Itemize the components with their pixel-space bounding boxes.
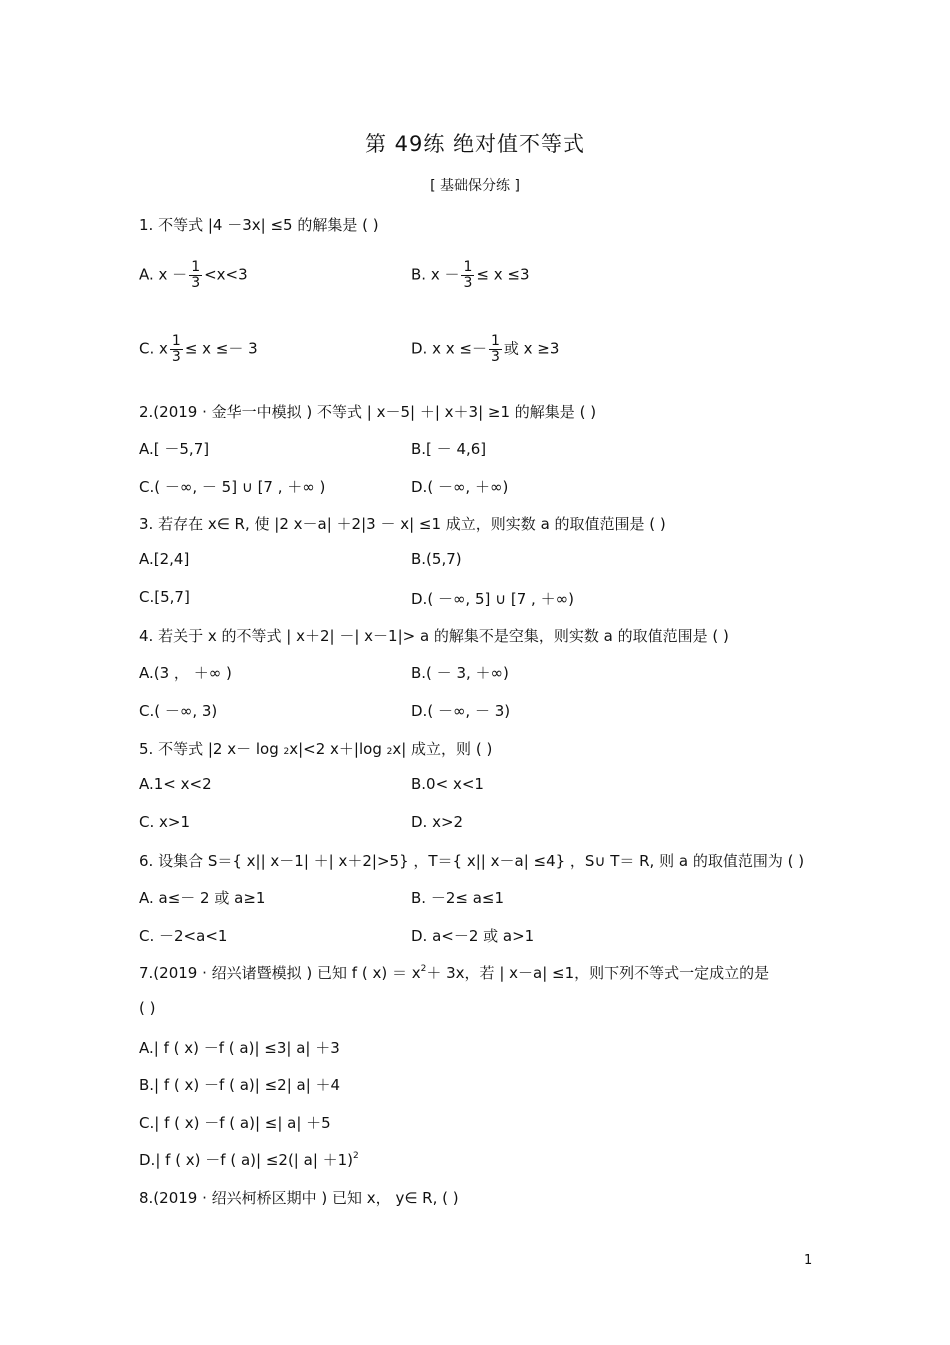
page-number: 1 — [804, 1253, 813, 1268]
question-3-option-d: D.( －∞, 5] ∪ [7 , ＋∞) — [411, 590, 574, 608]
question-3-stem: 3. 若存在 x∈ R, 使 |2 x－a| ＋2|3 － x| ≤1 成立，则实数 a 的取值范围是 ( ) — [139, 515, 666, 533]
question-7-option-a: A.| f ( x) －f ( a)| ≤3| a| ＋3 — [139, 1039, 340, 1057]
question-4-option-c: C.( －∞, 3) — [139, 702, 218, 720]
question-3-option-b: B.(5,7) — [411, 550, 462, 568]
question-7-answer-paren: ( ) — [139, 999, 156, 1017]
page-title: 第 49练 绝对值不等式 — [364, 132, 586, 156]
question-4-option-d: D.( －∞, － 3) — [411, 702, 511, 720]
fraction: $\frac{1}{3}$ — [463, 259, 473, 291]
question-2-option-a: A.[ －5,7] — [139, 440, 210, 458]
question-7-option-b: B.| f ( x) －f ( a)| ≤2| a| ＋4 — [139, 1076, 341, 1094]
section-subtitle: [ 基础保分练 ] — [430, 178, 520, 194]
fraction: $\frac{1}{3}$ — [490, 333, 500, 365]
question-2-option-b: B.[ － 4,6] — [411, 440, 487, 458]
fraction: $\frac{1}{3}$ — [171, 333, 181, 365]
question-1-option-a: A. x － $\frac{1}{3}$ <x<3 — [139, 259, 248, 291]
question-5-option-c: C. x>1 — [139, 813, 190, 831]
question-2-stem: 2.(2019 · 金华一中模拟 ) 不等式 | x－5| ＋| x＋3| ≥1 的解集是 ( ) — [139, 403, 597, 421]
question-1-option-c: C. x $\frac{1}{3}$ ≤ x ≤－ 3 — [139, 333, 258, 365]
question-6-stem: 6. 设集合 S＝{ x|| x－1| ＋| x＋2|>5} ，T＝{ x|| x－a| ≤4} ，S∪ T＝ R, 则 a 的取值范围为 ( ) — [139, 852, 805, 870]
question-4-stem: 4. 若关于 x 的不等式 | x＋2| －| x－1|> a 的解集不是空集，则实数 a 的取值范围是 ( ) — [139, 627, 729, 645]
question-8-stem: 8.(2019 · 绍兴柯桥区期中 ) 已知 x， y∈ R, ( ) — [139, 1189, 459, 1207]
question-7-stem: 7.(2019 · 绍兴诸暨模拟 ) 已知 f ( $x) = x^2+ 3x$，若 | x－a| ≤1，则下列不等式一定成立的是 — [139, 964, 770, 982]
question-3-option-c: C.[5,7] — [139, 588, 190, 606]
question-2-option-d: D.( －∞, ＋∞) — [411, 478, 509, 496]
question-5-option-d: D. x>2 — [411, 813, 464, 831]
question-1-option-d: D. x x ≤－ $\frac{1}{3}$ 或 x ≥3 — [411, 333, 560, 365]
question-7-option-c: C.| f ( x) －f ( a)| ≤| a| ＋5 — [139, 1114, 331, 1132]
question-2-option-c: C.( －∞, － 5] ∪ [7 , ＋∞ ) — [139, 478, 326, 496]
question-5-stem: 5. 不等式 |2 x－ log 2x|<2 x＋|log 2x| 成立，则 ( ) — [139, 740, 493, 758]
question-4-option-a: A.(3 ， ＋∞ ) — [139, 664, 232, 682]
question-1-option-b: B. x － $\frac{1}{3}$ ≤ x ≤3 — [411, 259, 530, 291]
question-1-stem: 1. 不等式 |4 －3x| ≤5 的解集是 ( ) — [139, 216, 379, 234]
question-6-option-c: C. －2<a<1 — [139, 927, 228, 945]
question-6-option-a: A. a≤－ 2 或 a≥1 — [139, 889, 266, 907]
question-5-option-a: A.1< x<2 — [139, 775, 212, 793]
question-6-option-d: D. a<－2 或 a>1 — [411, 927, 535, 945]
fraction: $\frac{1}{3}$ — [191, 259, 201, 291]
question-6-option-b: B. －2≤ a≤1 — [411, 889, 505, 907]
question-4-option-b: B.( － 3, ＋∞) — [411, 664, 509, 682]
question-5-option-b: B.0< x<1 — [411, 775, 484, 793]
question-3-option-a: A.[2,4] — [139, 550, 190, 568]
question-7-option-d: D.| f ( x) －f ( a)| ≤2(| a| ＋1)$^2$ — [139, 1151, 359, 1169]
